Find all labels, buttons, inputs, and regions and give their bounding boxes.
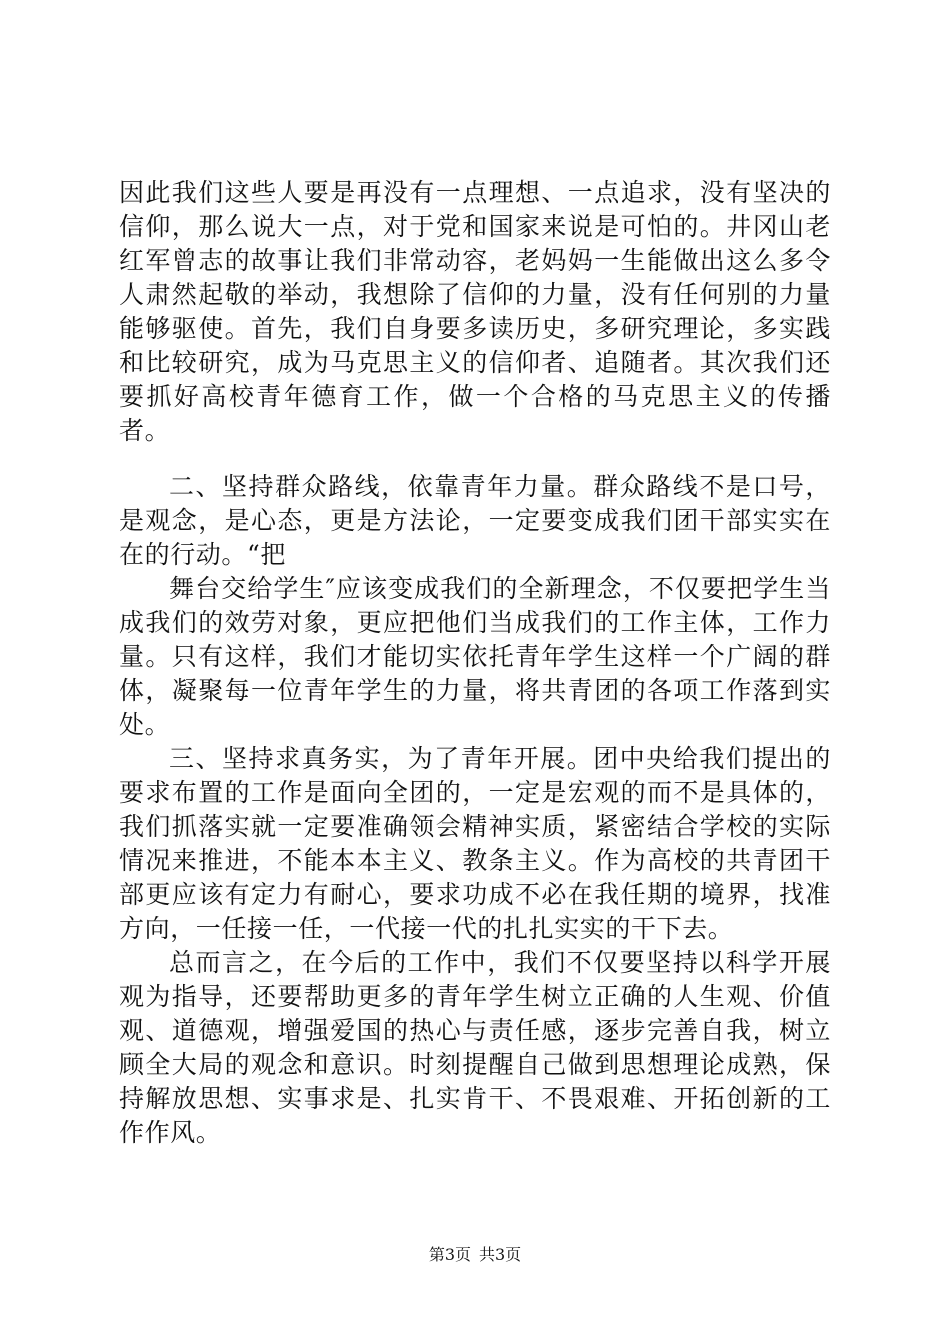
paragraph-seek-truth: 三、坚持求真务实，为了青年开展。团中央给我们提出的要求布置的工作是面向全团的，一定是宏观的而不是具体的，我们抓落实就一定要准确领会精神实质，紧密结合学校的实际情况来推进，不能本本主义、教条主义。作为高校的共青团干部更应该有定力有耐心，要求功成不必在我任期的境界，找准方向，一任接一任，一代接一代的扎扎实实的干下去。	[119, 744, 831, 943]
document-body	[119, 176, 831, 1150]
page-number: 第3页	[428, 1245, 471, 1264]
page-footer	[0, 1244, 950, 1266]
paragraph-belief: 因此我们这些人要是再没有一点理想、一点追求，没有坚决的信仰，那么说大一点，对于党和国家来说是可怕的。井冈山老红军曾志的故事让我们非常动容，老妈妈一生能做出这么多令人肃然起敬的举动，我想除了信仰的力量，没有任何别的力量能够驱使。首先，我们自身要多读历史，多研究理论，多实践和比较研究，成为马克思主义的信仰者、追随者。其次我们还要抓好高校青年德育工作，做一个合格的马克思主义的传播者。	[119, 178, 831, 445]
paragraph-mass-line: 二、坚持群众路线，依靠青年力量。群众路线不是口号，是观念，是心态，更是方法论，一定要变成我们团干部实实在在的行动。“把	[119, 472, 831, 569]
paragraph-conclusion: 总而言之，在今后的工作中，我们不仅要坚持以科学开展观为指导，还要帮助更多的青年学生树立正确的人生观、价值观、道德观，增强爱国的热心与责任感，逐步完善自我，树立顾全大局的观念和意识。时刻提醒自己做到思想理论成熟，保持解放思想、实事求是、扎实肯干、不畏艰难、开拓创新的工作作风。	[119, 948, 831, 1147]
page-total: 共3页	[479, 1245, 522, 1264]
paragraph-stage-to-students: 舞台交给学生″应该变成我们的全新理念，不仅要把学生当成我们的效劳对象，更应把他们当成我们的工作主体，工作力量。只有这样，我们才能切实依托青年学生这样一个广阔的群体，凝聚每一位青年学生的力量，将共青团的各项工作落到实处。	[119, 574, 831, 739]
